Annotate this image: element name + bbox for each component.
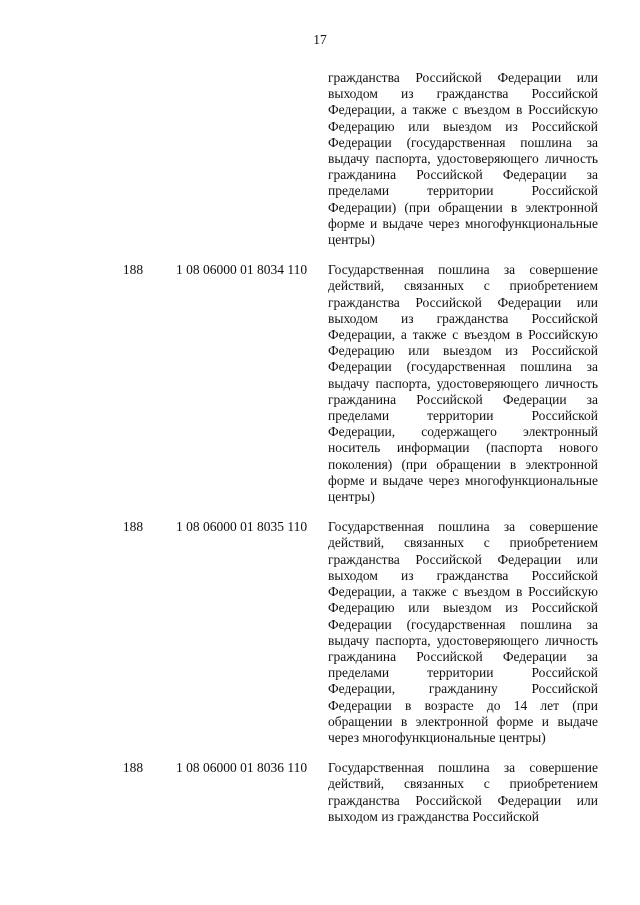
fee-description: Государственная пошлина за совершение действий, связанных с приобретением гражданства Российской Федерации или выходом из гражданства Российской Федерации, а также с въездом в Российскую Федерацию или выездом из Российской Федерации (государственная пошлина за выдачу паспорта, удостоверяющего личность гражданина Российской Федерации за пределами территории Российской Федерации, гражданину Российской Федерации в возрасте до 14 лет (при обращении в электронной форме и выдаче через многофункциональные центры): [328, 519, 598, 745]
fee-description: Государственная пошлина за совершение действий, связанных с приобретением гражданства Российской Федерации или выходом из гражданства Российской: [328, 760, 598, 824]
budget-classification-code: 1 08 06000 01 8036 110: [176, 760, 308, 776]
page-number: 17: [313, 32, 327, 47]
budget-classification-code: 1 08 06000 01 8034 110: [176, 262, 308, 278]
fee-description: гражданства Российской Федерации или выходом из гражданства Российской Федерации, а также с въездом в Российскую Федерацию или выездом из Российской Федерации (государственная пошлина за выдачу паспорта, удостоверяющего личность гражданина Российской Федерации за пределами территории Российской Федерации) (при обращении в электронной форме и выдаче через многофункциональные центры): [328, 70, 598, 248]
fee-table: [0, 70, 640, 825]
table-row: [0, 519, 640, 746]
table-row: [0, 262, 640, 505]
table-row: [0, 760, 640, 825]
fee-description: Государственная пошлина за совершение действий, связанных с приобретением гражданства Российской Федерации или выходом из гражданства Российской Федерации, а также с въездом в Российскую Федерацию или выездом из Российской Федерации (государственная пошлина за выдачу паспорта, удостоверяющего личность гражданина Российской Федерации за пределами территории Российской Федерации, содержащего электронный носитель информации (паспорта нового поколения) (при обращении в электронной форме и выдаче через многофункциональные центры): [328, 262, 598, 505]
table-row: [0, 70, 640, 248]
admin-code: 188: [122, 262, 144, 278]
budget-classification-code: 1 08 06000 01 8035 110: [176, 519, 308, 535]
admin-code: 188: [122, 519, 144, 535]
admin-code: 188: [122, 760, 144, 776]
